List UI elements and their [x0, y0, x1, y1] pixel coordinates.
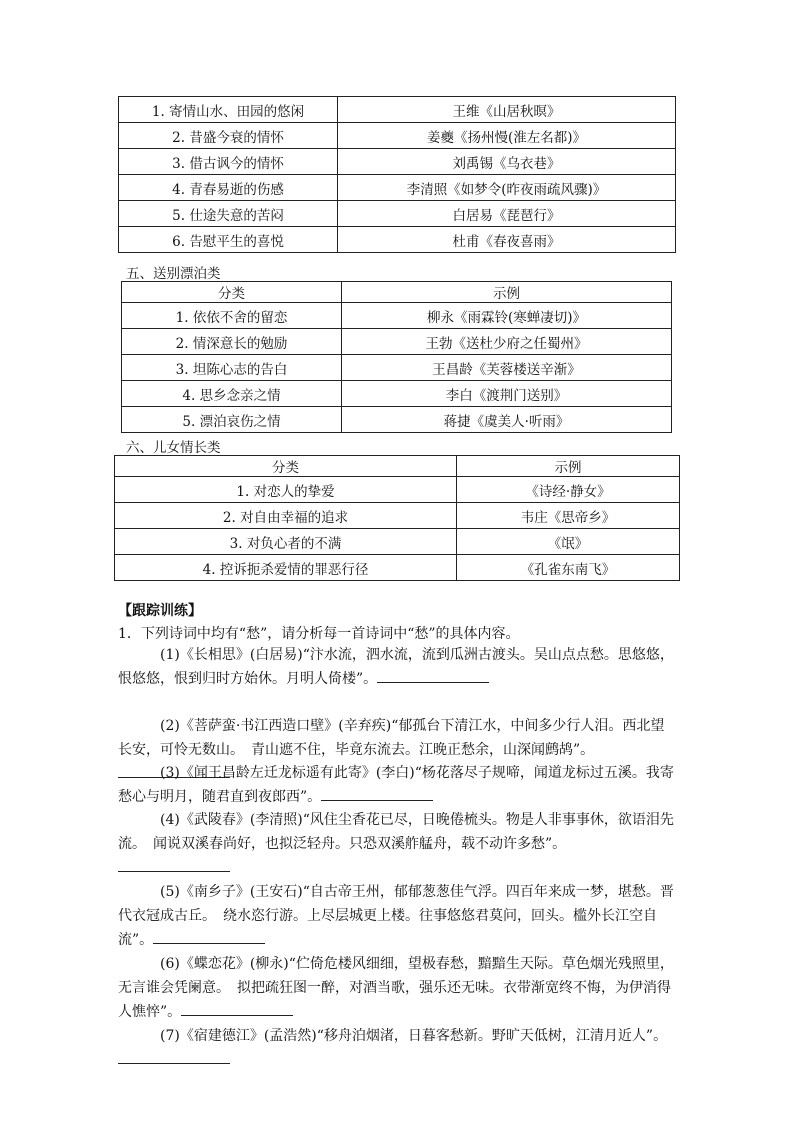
table-row — [115, 503, 680, 529]
emotion-table — [118, 96, 676, 253]
table-header-cell: 示例 — [342, 282, 672, 303]
table-header-row — [122, 282, 672, 303]
table-cell: 柳永《雨霖铃(寒蝉凄切)》 — [342, 303, 672, 329]
answer-blank[interactable] — [377, 668, 489, 683]
question-text: (3)《闻王昌龄左迁龙标遥有此寄》(李白)“杨花落尽子规啼，闻道龙标过五溪。我寄愁心与明月，随君直到夜郎西”。 — [118, 765, 674, 805]
table-cell: 5. 仕途失意的苦闷 — [119, 201, 338, 227]
section-title-farewell: 五、送别漂泊类 — [126, 266, 221, 282]
answer-blank[interactable] — [118, 1049, 230, 1064]
table-row — [122, 407, 672, 433]
table-cell: 李白《渡荆门送别》 — [342, 381, 672, 407]
table-header-cell: 示例 — [457, 456, 680, 477]
table-cell: 姜夔《扬州慢(淮左名都)》 — [338, 123, 676, 149]
table-cell: 2. 对自由幸福的追求 — [115, 503, 457, 529]
table-cell: 1. 依依不舍的留恋 — [122, 303, 342, 329]
table-cell: 韦庄《思帝乡》 — [457, 503, 680, 529]
table-cell: 3. 借古讽今的情怀 — [119, 149, 338, 175]
table-header-cell: 分类 — [115, 456, 457, 477]
table-header-cell: 分类 — [122, 282, 342, 303]
table-cell: 《氓》 — [457, 529, 680, 555]
table-cell: 《孔雀东南飞》 — [457, 555, 680, 581]
table-row — [115, 529, 680, 555]
question-item — [118, 761, 678, 809]
table-cell: 1. 对恋人的挚爱 — [115, 477, 457, 503]
question-intro: 1．下列诗词中均有“愁”，请分析每一首诗词中“愁”的具体内容。 — [118, 626, 520, 642]
question-text: (1)《长相思》(白居易)“汴水流，泗水流，流到瓜洲古渡头。吴山点点愁。思悠悠，恨悠悠，恨到归时方始休。月明人倚楼”。 — [118, 647, 674, 687]
table-cell: 蒋捷《虞美人·听雨》 — [342, 407, 672, 433]
table-cell: 6. 告慰平生的喜悦 — [119, 227, 338, 253]
question-item — [118, 952, 678, 1024]
table-cell: 2. 情深意长的勉励 — [122, 329, 342, 355]
table-cell: 王维《山居秋暝》 — [338, 97, 676, 123]
answer-blank[interactable] — [181, 1001, 293, 1016]
question-item — [118, 880, 678, 952]
table-row — [115, 477, 680, 503]
table-row — [119, 97, 676, 123]
table-row — [119, 201, 676, 227]
table-header-row — [115, 456, 680, 477]
question-text: (2)《菩萨蛮·书江西造口壁》(辛弃疾)“郁孤台下清江水，中间多少行人泪。西北望长安，可怜无数山。 青山遮不住，毕竟东流去。江晚正愁余，山深闻鹧鸪”。 — [118, 718, 665, 758]
table-row — [122, 355, 672, 381]
table-cell: 王勃《送杜少府之任蜀州》 — [342, 329, 672, 355]
table-row — [119, 175, 676, 201]
table-cell: 李清照《如梦令(昨夜雨疏风骤)》 — [338, 175, 676, 201]
table-cell: 刘禹锡《乌衣巷》 — [338, 149, 676, 175]
table-cell: 王昌龄《芙蓉楼送辛渐》 — [342, 355, 672, 381]
table-cell: 白居易《琵琶行》 — [338, 201, 676, 227]
table-cell: 3. 对负心者的不满 — [115, 529, 457, 555]
table-row — [122, 329, 672, 355]
answer-blank[interactable] — [321, 786, 433, 801]
romance-table — [114, 455, 680, 581]
table-row — [122, 381, 672, 407]
question-text: (5)《南乡子》(王安石)“自古帝王州，郁郁葱葱佳气浮。四百年来成一梦，堪愁。晋代衣冠成古丘。 绕水恣行游。上尽层城更上楼。往事悠悠君莫问，回头。槛外长江空自流”。 — [118, 884, 674, 948]
answer-blank[interactable] — [153, 929, 265, 944]
farewell-table — [121, 281, 672, 433]
practice-title: 【跟踪训练】 — [118, 603, 202, 619]
question-text: (6)《蝶恋花》(柳永)“伫倚危楼风细细，望极春愁，黯黯生天际。草色烟光残照里，无言谁会凭阑意。 拟把疏狂图一醉，对酒当歌，强乐还无味。衣带渐宽终不悔，为伊消得人憔悴”。 — [118, 956, 674, 1020]
question-text: (7)《宿建德江》(孟浩然)“移舟泊烟渚，日暮客愁新。野旷天低树，江清月近人”。 — [160, 1028, 668, 1044]
table-cell: 杜甫《春夜喜雨》 — [338, 227, 676, 253]
table-cell: 3. 坦陈心志的告白 — [122, 355, 342, 381]
table-row — [115, 555, 680, 581]
table-cell: 《诗经·静女》 — [457, 477, 680, 503]
answer-blank[interactable] — [118, 857, 230, 872]
table-row — [119, 123, 676, 149]
question-text: (4)《武陵春》(李清照)“风住尘香花已尽，日晚倦梳头。物是人非事事休，欲语泪先流。 闻说双溪春尚好，也拟泛轻舟。只恐双溪舴艋舟，载不动许多愁”。 — [118, 812, 674, 852]
table-row — [122, 303, 672, 329]
table-cell: 4. 青春易逝的伤感 — [119, 175, 338, 201]
table-row — [119, 149, 676, 175]
question-item — [118, 1024, 678, 1072]
table-cell: 2. 昔盛今衰的情怀 — [119, 123, 338, 149]
question-item — [118, 808, 678, 880]
table-cell: 4. 思乡念亲之情 — [122, 381, 342, 407]
question-item — [118, 643, 678, 691]
table-cell: 1. 寄情山水、田园的悠闲 — [119, 97, 338, 123]
table-row — [119, 227, 676, 253]
table-cell: 4. 控诉扼杀爱情的罪恶行径 — [115, 555, 457, 581]
section-title-romance: 六、儿女情长类 — [126, 440, 221, 456]
table-cell: 5. 漂泊哀伤之情 — [122, 407, 342, 433]
